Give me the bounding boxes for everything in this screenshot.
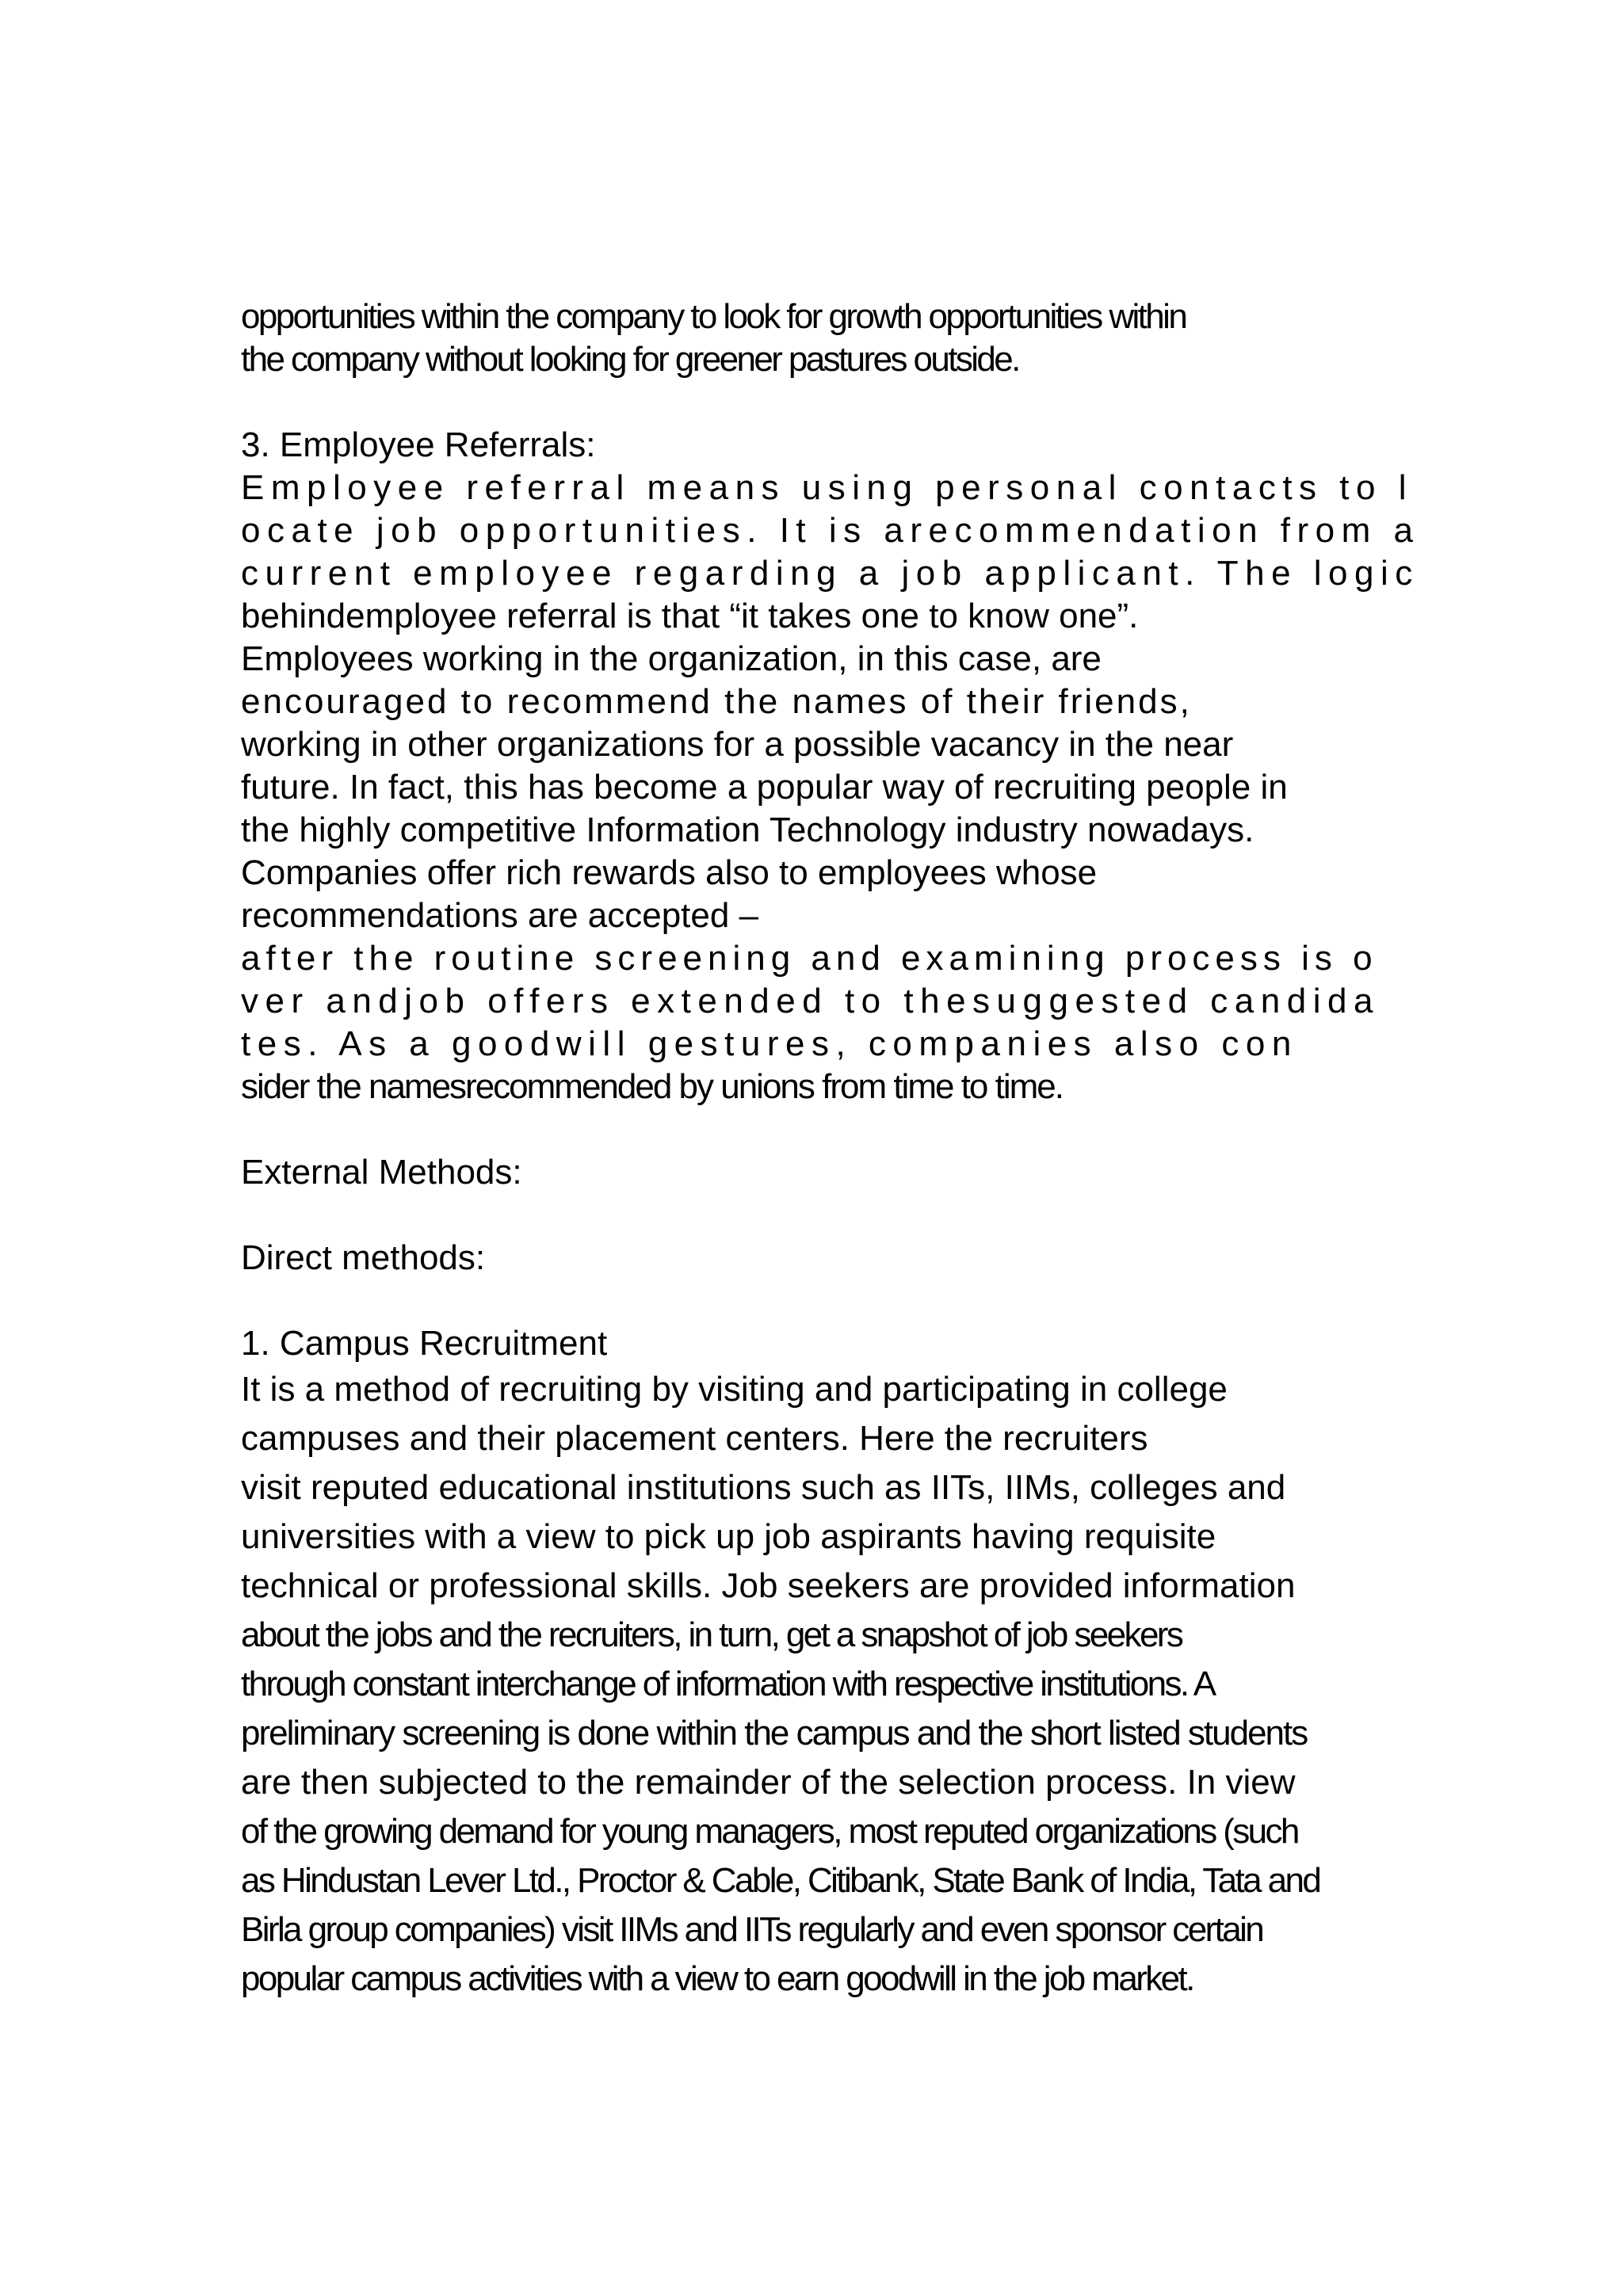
section-heading: External Methods: — [241, 1153, 522, 1192]
text-line: behindemployee referral is that “it takes one to know one”. — [241, 597, 1139, 635]
text-line: of the growing demand for young managers, most reputed organizations (such — [241, 1812, 1298, 1851]
text-line: technical or professional skills. Job seekers are provided information — [241, 1566, 1296, 1605]
text-line: the highly competitive Information Technology industry nowadays. — [241, 810, 1254, 849]
text-line: Employees working in the organization, in this case, are — [241, 639, 1102, 678]
text-line: sider the namesrecommended by unions from time to time. — [241, 1067, 1063, 1106]
text-line: preliminary screening is done within the campus and the short listed students — [241, 1714, 1308, 1753]
text-line: campuses and their placement centers. Here the recruiters — [241, 1419, 1148, 1458]
text-line: working in other organizations for a possible vacancy in the near — [241, 725, 1234, 764]
text-line: opportunities within the company to look for growth opportunities within — [241, 297, 1186, 336]
text-line: after the routine screening and examining process is o — [241, 939, 1378, 978]
text-line: encouraged to recommend the names of their friends, — [241, 682, 1192, 721]
text-line: future. In fact, this has become a popular way of recruiting people in — [241, 768, 1288, 807]
text-line: It is a method of recruiting by visiting and participating in college — [241, 1370, 1228, 1409]
section-heading: 1. Campus Recruitment — [241, 1324, 608, 1363]
text-line: about the jobs and the recruiters, in turn, get a snapshot of job seekers — [241, 1615, 1182, 1654]
text-line: as Hindustan Lever Ltd., Proctor & Cable, Citibank, State Bank of India, Tata and — [241, 1861, 1320, 1900]
text-line: Companies offer rich rewards also to employees whose — [241, 853, 1098, 892]
text-line: are then subjected to the remainder of the selection process. In view — [241, 1763, 1296, 1802]
text-line: tes. As a goodwill gestures, companies also con — [241, 1024, 1298, 1063]
text-line: recommendations are accepted – — [241, 896, 759, 935]
text-line: Birla group companies) visit IIMs and IITs regularly and even sponsor certain — [241, 1910, 1263, 1949]
text-line: Employee referral means using personal contacts to l — [241, 468, 1413, 507]
section-heading: Direct methods: — [241, 1238, 486, 1277]
text-line: visit reputed educational institutions such as IITs, IIMs, colleges and — [241, 1468, 1286, 1507]
text-line: universities with a view to pick up job aspirants having requisite — [241, 1517, 1216, 1556]
text-line: the company without looking for greener pastures outside. — [241, 340, 1019, 379]
text-line: popular campus activities with a view to earn goodwill in the job market. — [241, 1959, 1193, 1998]
section-heading: 3. Employee Referrals: — [241, 425, 596, 464]
text-line: current employee regarding a job applicant. The logic — [241, 554, 1419, 593]
text-line: ocate job opportunities. It is arecommendation from a — [241, 511, 1420, 550]
text-line: through constant interchange of information with respective institutions. A — [241, 1665, 1215, 1703]
text-line: ver andjob offers extended to thesuggested candida — [241, 982, 1380, 1020]
